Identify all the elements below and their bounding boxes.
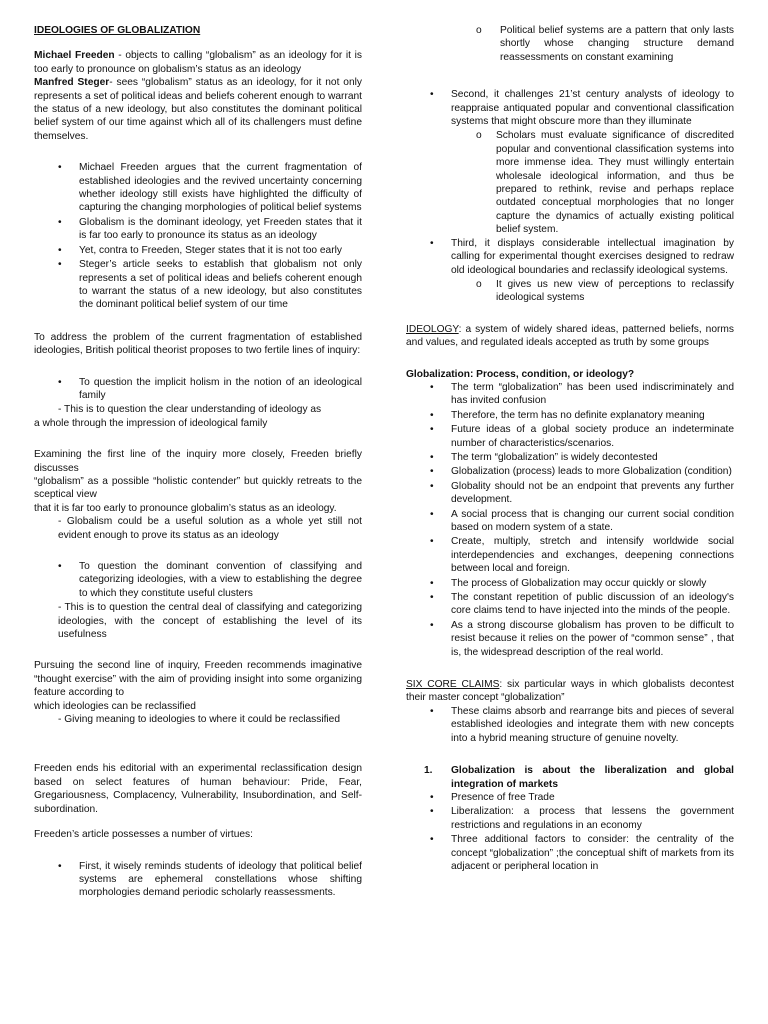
claim-number: 1. (424, 765, 433, 777)
bullet-item: • Globalism is the dominant ideology, yet Freeden states that it is far too early to pronounce its status as an ideology (34, 216, 362, 243)
paragraph: “globalism” as a possible “holistic contender” but quickly retreats to the sceptical view (34, 475, 362, 501)
right-column (406, 24, 734, 874)
bullet-item: • Globality should not be an endpoint that prevents any further development. (406, 480, 734, 507)
paragraph: - Giving meaning to ideologies to where it could be reclassified (58, 714, 341, 726)
bullet-item: • The term “globalization” has been used indiscriminately and has invited confusion (406, 381, 734, 408)
bullet-item: • First, it wisely reminds students of ideology that political belief systems are ephemeral constellations whose shifting morphologies demand periodic scholarly reassessments. (34, 860, 362, 900)
paragraph: - This is to question the clear understanding of ideology as (58, 404, 322, 416)
document-title: IDEOLOGIES OF GLOBALIZATION (34, 25, 201, 36)
bullet-item: • To question the implicit holism in the notion of an ideological family (34, 376, 362, 403)
ideology-def-text: : a system of widely shared ideas, patterned beliefs, norms and values, and regulated ideals accepted as truth by some groups (406, 323, 734, 349)
paragraph: - Globalism could be a useful solution as a whole yet still not evident enough to prove its status as an ideology (58, 516, 362, 541)
bullet-item: • Liberalization: a process that lessens the government restrictions and regulations in an economy (406, 805, 734, 832)
ideology-term: IDEOLOGY (406, 323, 459, 335)
paragraph: Examining the first line of the inquiry more closely, Freeden briefly discusses (34, 449, 362, 474)
freeden-name: Michael Freeden (34, 50, 115, 62)
steger-paragraph (34, 76, 362, 143)
paragraph: which ideologies can be reclassified (34, 700, 196, 712)
numbered-claim (406, 764, 734, 791)
bullet-item: • Three additional factors to consider: the centrality of the concept “globalization” ;the conceptual shift of markets from its adjacent or peripheral location in (406, 833, 734, 873)
steger-name: Manfred Steger (34, 77, 110, 89)
bullet-item: • Second, it challenges 21’st century analysts of ideology to reappraise antiquated popular and conventional classification systems that might obscure more than they illuminate (406, 88, 734, 128)
paragraph: - This is to question the central deal of classifying and categorizing ideologies, with the concept of establishing the level of its usefulness (58, 602, 362, 641)
bullet-item: • The term “globalization” is widely decontested (406, 451, 734, 464)
steger-text: - sees “globalism” status as an ideology, for it not only represents a set of political ideas and beliefs coherent enough to warrant the status of a new ideology, but also constitutes the dominant political belief system of our time against which all of its challengers must define themselves. (34, 77, 362, 142)
six-core-claims-definition (406, 678, 734, 705)
freeden-paragraph (34, 49, 362, 76)
freeden-text: - objects to calling “globalism” as an ideology for it is too early to pronounce on globalism’s status as an ideology (34, 50, 362, 75)
bullet-item: • The process of Globalization may occur quickly or slowly (406, 577, 734, 590)
six-core-claims-text: : six particular ways in which globalists decontest their master concept “globalization” (406, 679, 734, 704)
bullet-item: • Michael Freeden argues that the current fragmentation of established ideologies and the revived uncertainty concerning whether ideology still exists have highlighted the difficulty of capturing the changing morphologies of political belief systems (34, 161, 362, 215)
bullet-item: • Future ideas of a global society produce an indeterminate number of characteristics/scenarios. (406, 423, 734, 450)
bullet-item: • Presence of free Trade (406, 791, 734, 804)
sub-bullet-item: o Scholars must evaluate significance of discredited popular and conventional classification systems into more immense idea. They must willingly entertain wholesale ideological information, and thus be prepared to rethink, revise and perhaps replace outdated conceptual morphologies that no longer capture the dynamics of actually existing political belief system. (406, 129, 734, 236)
bullet-item: • The constant repetition of public discussion of an ideology's core claims tend to have injected into the minds of the people. (406, 591, 734, 618)
sub-bullet-item: o Political belief systems are a pattern that only lasts shortly whose changing structure demand reassessments on constant examining (406, 24, 734, 64)
paragraph: that it is far too early to pronounce globalim’s status as an ideology. (34, 502, 337, 514)
bullet-item: • A social process that is changing our current social condition based on modern system of a state. (406, 508, 734, 535)
bullet-item: • Create, multiply, stretch and intensify worldwide social interdependencies and exchanges, deepening connections between local and foreign. (406, 535, 734, 575)
bullet-item: • Yet, contra to Freeden, Steger states that it is not too early (34, 244, 362, 257)
left-column (34, 24, 362, 901)
bullet-item: • Therefore, the term has no definite explanatory meaning (406, 409, 734, 422)
bullet-item: • Globalization (process) leads to more Globalization (condition) (406, 465, 734, 478)
section-heading: Globalization: Process, condition, or ideology? (406, 368, 635, 380)
paragraph: Pursuing the second line of inquiry, Freeden recommends imaginative “thought exercise” with the aim of providing insight into some organizing feature according to (34, 660, 362, 699)
paragraph: To address the problem of the current fragmentation of established ideologies, British political theorist proposes to two fertile lines of inquiry: (34, 331, 362, 357)
claim-text: Globalization is about the liberalization and global integration of markets (451, 765, 734, 790)
paragraph: a whole through the impression of ideological family (34, 417, 268, 429)
paragraph: Freeden ends his editorial with an experimental reclassification design based on select features of human behaviour: Pride, Fear, Gregariousness, Complacency, Vulnerability, Insubordination, and Self-subordination. (34, 763, 362, 815)
bullet-item: • Third, it displays considerable intellectual imagination by calling for experimental thought exercises designed to redraw old ideological boundaries and reclassify ideological systems. (406, 237, 734, 277)
bullet-item: • To question the dominant convention of classifying and categorizing ideologies, with a view to establishing the degree to which they constitute useful clusters (34, 560, 362, 600)
six-core-claims-term: SIX CORE CLAIMS (406, 679, 500, 691)
bullet-item: • Steger’s article seeks to establish that globalism not only represents a set of political ideas and beliefs coherent enough to warrant the status of a new ideology, but also constitutes the dominant political belief system of our time (34, 258, 362, 312)
bullet-item: • As a strong discourse globalism has proven to be difficult to resist because it relies on the power of “common sense” , that is, the widespread description of the real world. (406, 619, 734, 659)
bullet-item: • These claims absorb and rearrange bits and pieces of several established ideologies and integrate them with new concepts into a hybrid meaning structure of genuine novelty. (406, 705, 734, 745)
ideology-definition (406, 323, 734, 350)
paragraph: Freeden’s article possesses a number of virtues: (34, 829, 253, 841)
sub-bullet-item: o It gives us new view of perceptions to reclassify ideological systems (406, 278, 734, 305)
